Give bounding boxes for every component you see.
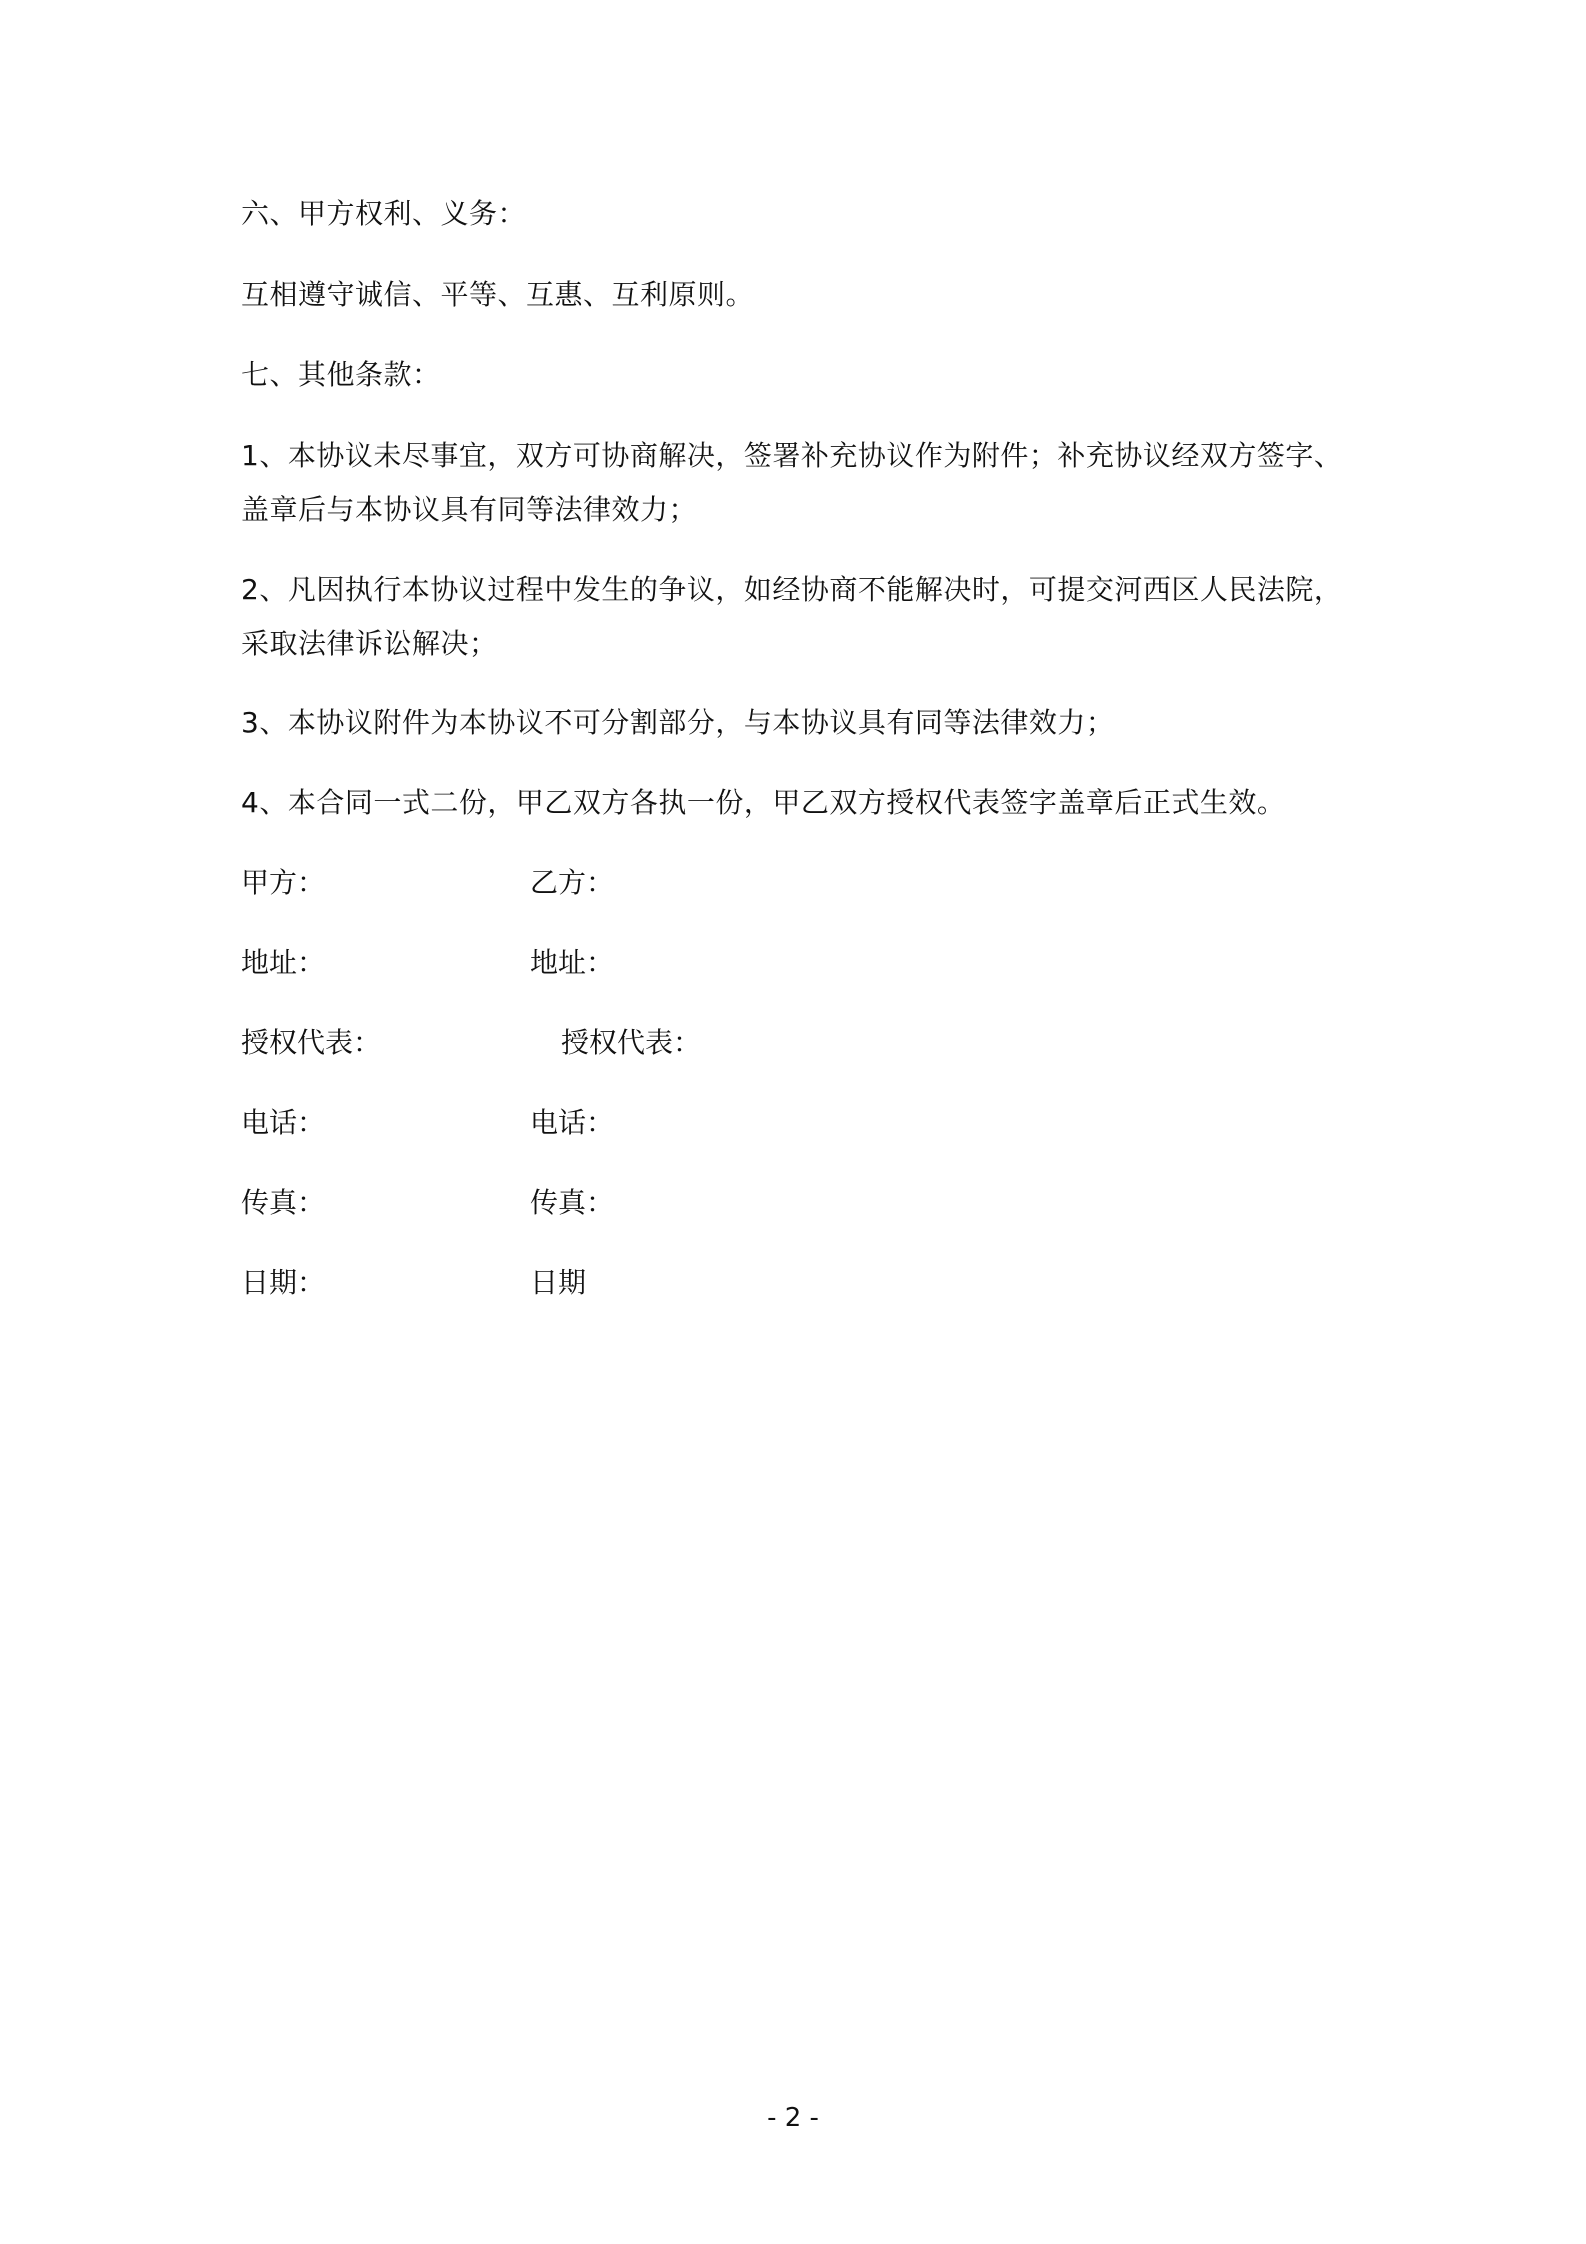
signature-row-fax [241, 1183, 1141, 1223]
fax-a-label: 传真： [241, 1186, 326, 1219]
rep-b-label: 授权代表： [561, 1026, 702, 1059]
clause3: 3、本协议附件为本协议不可分割部分，与本协议具有同等法律效力； [241, 706, 1115, 739]
section6-heading: 六、甲方权利、义务： [241, 197, 527, 230]
clause1-line2: 盖章后与本协议具有同等法律效力； [241, 493, 698, 526]
page-number: - 2 - [767, 2103, 819, 2133]
fax-b-label: 传真： [530, 1186, 615, 1219]
address-a-label: 地址： [241, 946, 326, 979]
signature-row-representative [241, 1023, 1141, 1063]
clause2-line1: 2、凡因执行本协议过程中发生的争议，如经协商不能解决时，可提交河西区人民法院， [241, 573, 1343, 606]
signature-row-date [241, 1263, 1141, 1303]
party-b-label: 乙方： [530, 866, 615, 899]
date-b-label: 日期 [530, 1266, 587, 1299]
signature-row-address [241, 943, 1141, 983]
section7-heading: 七、其他条款： [241, 358, 441, 391]
clause2-line2: 采取法律诉讼解决； [241, 627, 498, 660]
signature-row-party [241, 863, 1141, 903]
party-a-label: 甲方： [241, 866, 326, 899]
address-b-label: 地址： [530, 946, 615, 979]
rep-a-label: 授权代表： [241, 1026, 382, 1059]
section6-body: 互相遵守诚信、平等、互惠、互利原则。 [241, 278, 755, 311]
signature-row-phone [241, 1103, 1141, 1143]
clause4: 4、本合同一式二份，甲乙双方各执一份，甲乙双方授权代表签字盖章后正式生效。 [241, 786, 1286, 819]
clause1-line1: 1、本协议未尽事宜，双方可协商解决，签署补充协议作为附件；补充协议经双方签字、 [241, 439, 1343, 472]
phone-b-label: 电话： [530, 1106, 615, 1139]
date-a-label: 日期： [241, 1266, 326, 1299]
phone-a-label: 电话： [241, 1106, 326, 1139]
